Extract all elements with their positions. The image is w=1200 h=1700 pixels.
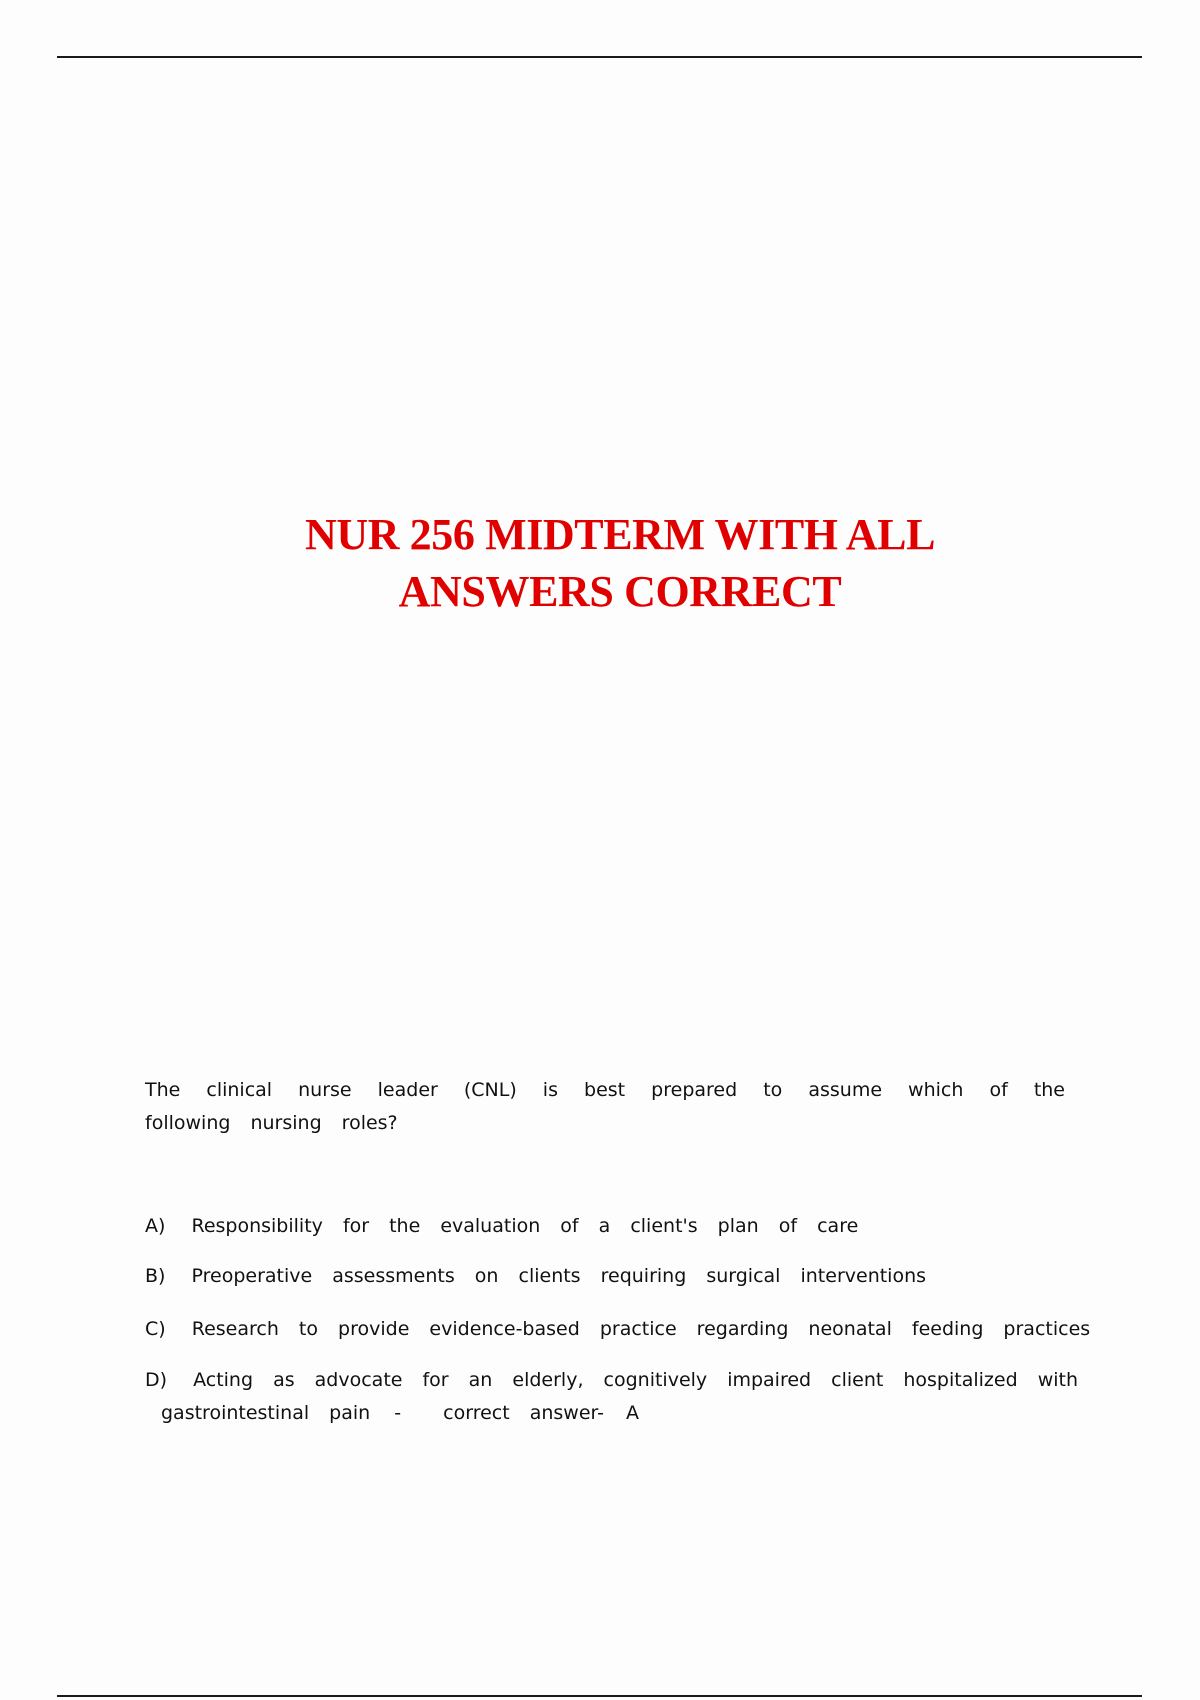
option-d-continuation-line [161,1397,1081,1430]
option-d [145,1364,1078,1397]
answer-separator: - [394,1402,402,1424]
option-c [145,1313,1091,1346]
bottom-rule [57,1695,1142,1697]
title-line-1: NUR 256 MIDTERM WITH ALL [304,510,936,559]
title-line-2: ANSWERS CORRECT [398,567,842,616]
option-c-label: C) [145,1318,166,1340]
option-b [145,1260,1065,1293]
answer-value: A [626,1402,640,1424]
option-a [145,1210,1065,1243]
question-stem: The clinical nurse leader (CNL) is best prepared to assume which of the following nursing roles? [145,1079,1065,1134]
answer-label: correct answer- [443,1402,604,1424]
option-c-text: Research to provide evidence-based practice regarding neonatal feeding practices [191,1318,1091,1340]
option-b-label: B) [145,1265,166,1287]
option-d-text: Acting as advocate for an elderly, cognitively impaired client hospitalized with [193,1369,1078,1391]
top-rule [57,56,1142,58]
option-a-label: A) [145,1215,166,1237]
option-a-text: Responsibility for the evaluation of a client's plan of care [191,1215,859,1237]
option-b-text: Preoperative assessments on clients requiring surgical interventions [191,1265,927,1287]
document-title [0,506,1200,620]
option-d-label: D) [145,1369,168,1391]
option-d-continuation: gastrointestinal pain [161,1402,371,1424]
